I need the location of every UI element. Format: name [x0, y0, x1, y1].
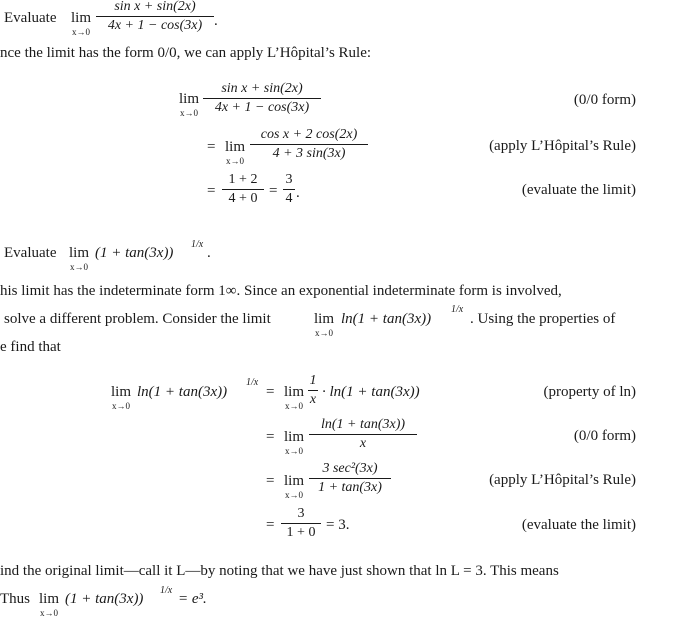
- lim-subscript: x→0: [40, 608, 58, 618]
- limit-operator: [66, 11, 96, 37]
- step-note: (property of ln): [543, 384, 636, 400]
- text: solve a different problem. Consider the limit: [4, 311, 271, 327]
- example2-text-line1: his limit has the indeterminate form 1∞. Since an exponential indeterminate form is involved,: [0, 283, 562, 299]
- limit-operator: [66, 246, 92, 272]
- fraction: [222, 173, 264, 206]
- fraction: [250, 128, 368, 161]
- numerator: 3: [285, 172, 293, 187]
- limit-operator: [281, 430, 307, 456]
- expression: · ln(1 + tan(3x)): [322, 384, 420, 400]
- period: .: [207, 245, 211, 261]
- text: . Using the properties of: [470, 311, 616, 327]
- numerator: sin x + sin(2x): [221, 81, 303, 96]
- text: Thus: [0, 591, 30, 607]
- lim-subscript: x→0: [180, 108, 198, 118]
- lim-subscript: x→0: [70, 262, 88, 272]
- lim-word: lim: [283, 473, 304, 489]
- expression: = 3.: [326, 517, 350, 533]
- fraction: [309, 462, 391, 495]
- lim-word: lim: [70, 10, 91, 26]
- numerator: 3: [297, 506, 305, 521]
- equals-sign: =: [207, 183, 216, 199]
- denominator: x: [359, 436, 367, 451]
- equals-sign: =: [266, 384, 275, 400]
- example1-intro: nce the limit has the form 0/0, we can apply L’Hôpital’s Rule:: [0, 45, 372, 61]
- numerator: 3 sec²(3x): [322, 461, 378, 476]
- lim-word: lim: [38, 591, 59, 607]
- equals-sign: =: [207, 139, 216, 155]
- expression: = e³.: [178, 591, 207, 607]
- fraction: [309, 418, 417, 451]
- limit-operator: [281, 385, 307, 411]
- lim-word: lim: [68, 245, 89, 261]
- exponent: 1/x: [160, 585, 173, 596]
- exponent: 1/x: [451, 304, 464, 315]
- expression: (1 + tan(3x)): [95, 245, 174, 261]
- exponent: 1/x: [191, 239, 204, 250]
- equals-sign: =: [266, 473, 275, 489]
- expression: (1 + tan(3x)): [65, 591, 144, 607]
- fraction: [308, 374, 318, 407]
- lim-word: lim: [283, 429, 304, 445]
- equals-sign: =: [269, 183, 278, 199]
- denominator: 4: [285, 191, 293, 206]
- limit-operator: [108, 385, 134, 411]
- lim-word: lim: [110, 384, 131, 400]
- denominator: 4x + 1 − cos(3x): [107, 18, 203, 33]
- fraction: [283, 173, 295, 206]
- fraction: [281, 507, 321, 540]
- numerator: 1 + 2: [228, 172, 258, 187]
- prompt-label: Evaluate: [4, 245, 57, 261]
- lim-subscript: x→0: [285, 401, 303, 411]
- denominator: 4 + 0: [228, 191, 258, 206]
- numerator: 1: [309, 373, 317, 388]
- step-note: (0/0 form): [573, 428, 636, 444]
- period: .: [296, 185, 300, 201]
- denominator: x: [309, 392, 317, 407]
- denominator: 4x + 1 − cos(3x): [214, 100, 310, 115]
- expression: ln(1 + tan(3x)): [341, 311, 432, 327]
- step-note: (evaluate the limit): [521, 182, 636, 198]
- limit-operator: [36, 592, 62, 618]
- lim-subscript: x→0: [285, 446, 303, 456]
- expression: ln(1 + tan(3x)): [137, 384, 228, 400]
- denominator: 1 + tan(3x): [318, 480, 382, 495]
- step-note: (apply L’Hôpital’s Rule): [489, 138, 636, 154]
- lim-subscript: x→0: [72, 27, 90, 37]
- numerator: cos x + 2 cos(2x): [260, 127, 358, 142]
- equals-sign: =: [266, 517, 275, 533]
- limit-operator: [281, 474, 307, 500]
- lim-subscript: x→0: [226, 156, 244, 166]
- lim-word: lim: [283, 384, 304, 400]
- lim-word: lim: [313, 311, 334, 327]
- step-note: (apply L’Hôpital’s Rule): [489, 472, 636, 488]
- limit-operator: [310, 312, 338, 338]
- lim-word: lim: [178, 91, 199, 107]
- exponent: 1/x: [246, 377, 259, 388]
- lim-subscript: x→0: [112, 401, 130, 411]
- step-note: (0/0 form): [573, 92, 636, 108]
- lim-subscript: x→0: [315, 328, 333, 338]
- denominator: 1 + 0: [286, 525, 316, 540]
- denominator: 4 + 3 sin(3x): [272, 146, 346, 161]
- prompt-label: Evaluate: [4, 10, 57, 26]
- step-note: (evaluate the limit): [521, 517, 636, 533]
- limit-operator: [222, 140, 248, 166]
- numerator: sin x + sin(2x): [114, 0, 196, 14]
- equals-sign: =: [266, 429, 275, 445]
- period: .: [214, 13, 218, 29]
- numerator: ln(1 + tan(3x)): [320, 417, 406, 432]
- limit-operator: [176, 92, 202, 118]
- lim-subscript: x→0: [285, 490, 303, 500]
- fraction: [203, 82, 321, 115]
- example2-text-line3: e find that: [0, 339, 61, 355]
- conclusion-line1: ind the original limit—call it L—by noting that we have just shown that ln L = 3. This means: [0, 563, 559, 579]
- fraction: [96, 0, 214, 33]
- lim-word: lim: [224, 139, 245, 155]
